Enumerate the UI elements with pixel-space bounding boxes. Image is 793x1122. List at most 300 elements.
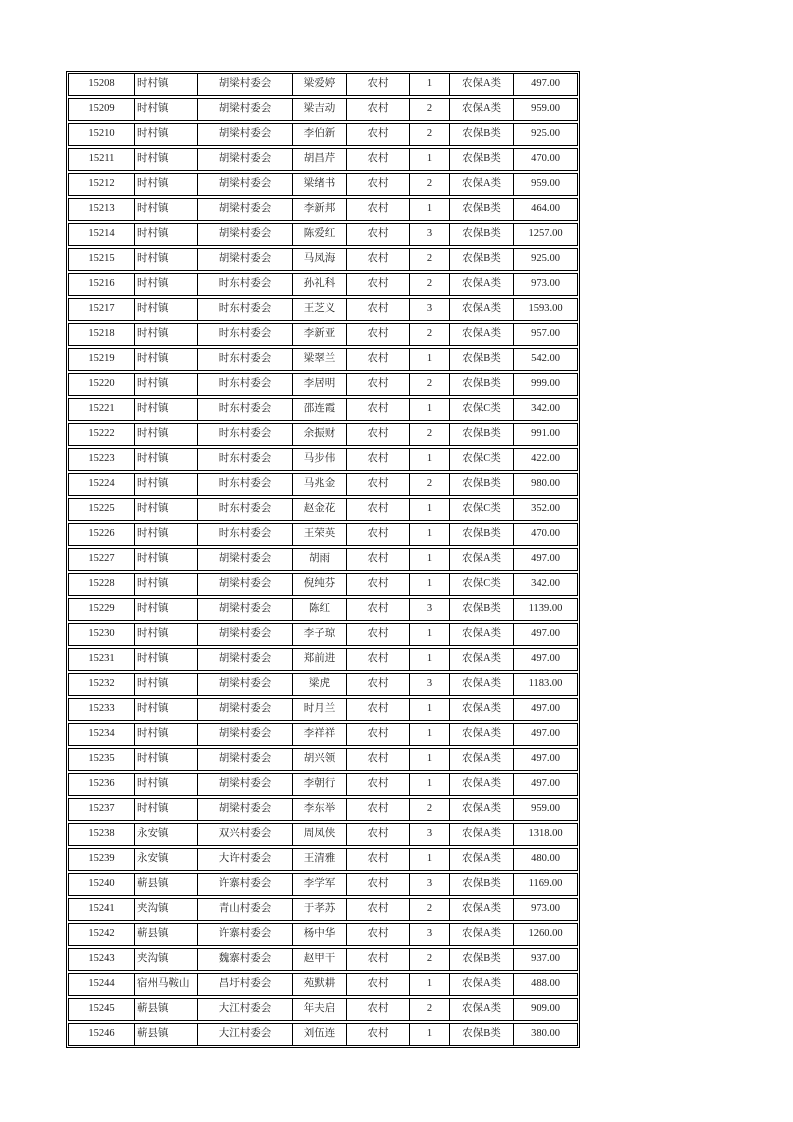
cell-insurance-category: 农保A类: [449, 749, 513, 770]
cell-person-name: 刘伍连: [292, 1024, 346, 1045]
cell-amount: 980.00: [513, 474, 577, 495]
cell-area-type: 农村: [346, 74, 409, 95]
cell-village-committee: 胡梁村委会: [197, 549, 292, 570]
cell-insurance-category: 农保A类: [449, 724, 513, 745]
cell-insurance-category: 农保A类: [449, 824, 513, 845]
cell-amount: 1257.00: [513, 224, 577, 245]
table-row: [68, 398, 578, 421]
cell-amount: 959.00: [513, 799, 577, 820]
cell-insurance-category: 农保A类: [449, 699, 513, 720]
cell-town: 时村镇: [134, 74, 197, 95]
cell-record-id: 15214: [88, 228, 115, 240]
cell-area-type: 农村: [346, 499, 409, 520]
cell-person-count: 2: [409, 324, 449, 345]
cell-insurance-category: 农保A类: [449, 799, 513, 820]
cell-village-committee: 许寨村委会: [197, 924, 292, 945]
cell-insurance-category: 农保A类: [449, 774, 513, 795]
cell-amount: 1260.00: [513, 924, 577, 945]
cell-amount: 959.00: [513, 99, 577, 120]
cell-village-committee: 大许村委会: [197, 849, 292, 870]
cell-person-count: 2: [409, 799, 449, 820]
cell-town: 时村镇: [134, 624, 197, 645]
cell-village-committee: 时东村委会: [197, 274, 292, 295]
cell-person-count: 3: [409, 674, 449, 695]
cell-area-type: 农村: [346, 174, 409, 195]
table-row: [68, 98, 578, 121]
cell-village-committee: 胡梁村委会: [197, 699, 292, 720]
cell-town: 时村镇: [134, 399, 197, 420]
table-row: [68, 248, 578, 271]
cell-insurance-category: 农保A类: [449, 74, 513, 95]
cell-town: 时村镇: [134, 774, 197, 795]
cell-village-committee: 时东村委会: [197, 349, 292, 370]
cell-record-id: 15238: [88, 828, 115, 840]
cell-amount: 342.00: [513, 574, 577, 595]
cell-village-committee: 双兴村委会: [197, 824, 292, 845]
cell-area-type: 农村: [346, 674, 409, 695]
cell-village-committee: 大江村委会: [197, 999, 292, 1020]
cell-village-committee: 胡梁村委会: [197, 799, 292, 820]
table-row: [68, 323, 578, 346]
cell-village-committee: 胡梁村委会: [197, 674, 292, 695]
cell-amount: 480.00: [513, 849, 577, 870]
cell-person-name: 胡兴领: [292, 749, 346, 770]
cell-town: 蕲县镇: [134, 999, 197, 1020]
cell-town: 永安镇: [134, 824, 197, 845]
cell-area-type: 农村: [346, 349, 409, 370]
cell-record-id: 15219: [88, 353, 115, 365]
cell-insurance-category: 农保B类: [449, 349, 513, 370]
cell-insurance-category: 农保A类: [449, 274, 513, 295]
cell-person-count: 3: [409, 299, 449, 320]
cell-town: 时村镇: [134, 574, 197, 595]
cell-town: 时村镇: [134, 149, 197, 170]
cell-record-id: 15233: [88, 703, 115, 715]
cell-village-committee: 大江村委会: [197, 1024, 292, 1045]
cell-person-name: 马兆金: [292, 474, 346, 495]
cell-record-id: 15217: [88, 303, 115, 315]
cell-village-committee: 胡梁村委会: [197, 74, 292, 95]
cell-person-name: 王芝义: [292, 299, 346, 320]
cell-village-committee: 青山村委会: [197, 899, 292, 920]
cell-town: 时村镇: [134, 449, 197, 470]
cell-area-type: 农村: [346, 399, 409, 420]
table-row: [68, 173, 578, 196]
cell-village-committee: 时东村委会: [197, 474, 292, 495]
table-row: [68, 623, 578, 646]
cell-person-name: 梁爱婷: [292, 74, 346, 95]
cell-insurance-category: 农保A类: [449, 549, 513, 570]
cell-town: 时村镇: [134, 249, 197, 270]
cell-village-committee: 胡梁村委会: [197, 774, 292, 795]
cell-town: 宿州马鞍山: [134, 974, 197, 995]
cell-person-count: 1: [409, 699, 449, 720]
table-row: [68, 973, 578, 996]
cell-village-committee: 胡梁村委会: [197, 174, 292, 195]
cell-village-committee: 胡梁村委会: [197, 724, 292, 745]
cell-person-count: 2: [409, 374, 449, 395]
cell-insurance-category: 农保B类: [449, 224, 513, 245]
cell-record-id: 15240: [88, 878, 115, 890]
cell-record-id: 15237: [88, 803, 115, 815]
cell-person-count: 1: [409, 1024, 449, 1045]
cell-record-id: 15243: [88, 953, 115, 965]
cell-insurance-category: 农保A类: [449, 674, 513, 695]
cell-person-name: 梁吉动: [292, 99, 346, 120]
cell-town: 时村镇: [134, 699, 197, 720]
cell-village-committee: 昌圩村委会: [197, 974, 292, 995]
cell-record-id: 15244: [88, 978, 115, 990]
cell-village-committee: 时东村委会: [197, 424, 292, 445]
cell-record-id: 15241: [88, 903, 115, 915]
cell-area-type: 农村: [346, 749, 409, 770]
table-row: [68, 898, 578, 921]
cell-area-type: 农村: [346, 124, 409, 145]
cell-amount: 470.00: [513, 149, 577, 170]
cell-amount: 973.00: [513, 274, 577, 295]
cell-person-count: 1: [409, 624, 449, 645]
table-row: [68, 823, 578, 846]
cell-town: 时村镇: [134, 424, 197, 445]
cell-amount: 497.00: [513, 774, 577, 795]
cell-record-id: 15231: [88, 653, 115, 665]
cell-amount: 342.00: [513, 399, 577, 420]
cell-record-id: 15213: [88, 203, 115, 215]
cell-area-type: 农村: [346, 924, 409, 945]
table-row: [68, 773, 578, 796]
cell-village-committee: 魏寨村委会: [197, 949, 292, 970]
cell-area-type: 农村: [346, 974, 409, 995]
cell-town: 时村镇: [134, 724, 197, 745]
cell-insurance-category: 农保B类: [449, 599, 513, 620]
cell-village-committee: 胡梁村委会: [197, 149, 292, 170]
cell-person-count: 3: [409, 599, 449, 620]
cell-town: 时村镇: [134, 224, 197, 245]
cell-village-committee: 胡梁村委会: [197, 649, 292, 670]
cell-person-count: 1: [409, 574, 449, 595]
cell-person-name: 梁绪书: [292, 174, 346, 195]
table-row: [68, 748, 578, 771]
cell-amount: 1183.00: [513, 674, 577, 695]
cell-record-id: 15228: [88, 578, 115, 590]
cell-person-count: 1: [409, 749, 449, 770]
cell-insurance-category: 农保B类: [449, 474, 513, 495]
cell-person-count: 2: [409, 249, 449, 270]
cell-insurance-category: 农保B类: [449, 524, 513, 545]
cell-person-name: 郑前进: [292, 649, 346, 670]
cell-village-committee: 胡梁村委会: [197, 199, 292, 220]
cell-person-name: 于孝苏: [292, 899, 346, 920]
table-row: [68, 198, 578, 221]
cell-person-name: 梁翠兰: [292, 349, 346, 370]
cell-area-type: 农村: [346, 899, 409, 920]
cell-record-id: 15242: [88, 928, 115, 940]
cell-amount: 925.00: [513, 124, 577, 145]
cell-insurance-category: 农保B类: [449, 149, 513, 170]
cell-record-id: 15215: [88, 253, 115, 265]
cell-area-type: 农村: [346, 849, 409, 870]
cell-town: 时村镇: [134, 599, 197, 620]
cell-town: 时村镇: [134, 199, 197, 220]
table-row: [68, 73, 578, 96]
cell-record-id: 15223: [88, 453, 115, 465]
cell-person-name: 杨中华: [292, 924, 346, 945]
table-row: [68, 223, 578, 246]
cell-insurance-category: 农保B类: [449, 199, 513, 220]
cell-amount: 497.00: [513, 749, 577, 770]
cell-insurance-category: 农保A类: [449, 974, 513, 995]
cell-amount: 380.00: [513, 1024, 577, 1045]
cell-village-committee: 时东村委会: [197, 374, 292, 395]
cell-person-count: 2: [409, 899, 449, 920]
table-row: [68, 273, 578, 296]
cell-village-committee: 胡梁村委会: [197, 624, 292, 645]
table-row: [68, 498, 578, 521]
cell-person-count: 2: [409, 424, 449, 445]
cell-person-name: 孙礼科: [292, 274, 346, 295]
cell-record-id: 15246: [88, 1028, 115, 1040]
cell-amount: 957.00: [513, 324, 577, 345]
cell-record-id: 15236: [88, 778, 115, 790]
cell-person-name: 赵金花: [292, 499, 346, 520]
cell-record-id: 15239: [88, 853, 115, 865]
cell-record-id: 15245: [88, 1003, 115, 1015]
cell-area-type: 农村: [346, 774, 409, 795]
cell-town: 时村镇: [134, 474, 197, 495]
cell-village-committee: 胡梁村委会: [197, 574, 292, 595]
cell-record-id: 15230: [88, 628, 115, 640]
table-row: [68, 673, 578, 696]
cell-town: 时村镇: [134, 499, 197, 520]
cell-person-count: 1: [409, 774, 449, 795]
cell-insurance-category: 农保A类: [449, 324, 513, 345]
cell-town: 时村镇: [134, 524, 197, 545]
cell-person-count: 2: [409, 474, 449, 495]
cell-area-type: 农村: [346, 799, 409, 820]
cell-insurance-category: 农保A类: [449, 624, 513, 645]
cell-record-id: 15227: [88, 553, 115, 565]
cell-record-id: 15209: [88, 103, 115, 115]
cell-town: 时村镇: [134, 174, 197, 195]
table-row: [68, 848, 578, 871]
cell-person-name: 邵连霞: [292, 399, 346, 420]
cell-record-id: 15208: [88, 78, 115, 90]
cell-amount: 1169.00: [513, 874, 577, 895]
cell-person-name: 余振财: [292, 424, 346, 445]
cell-person-count: 2: [409, 174, 449, 195]
cell-person-name: 陈红: [292, 599, 346, 620]
table-row: [68, 473, 578, 496]
cell-town: 时村镇: [134, 274, 197, 295]
cell-record-id: 15218: [88, 328, 115, 340]
cell-person-name: 苑默耕: [292, 974, 346, 995]
cell-person-name: 李朝行: [292, 774, 346, 795]
cell-person-count: 1: [409, 849, 449, 870]
cell-insurance-category: 农保A类: [449, 899, 513, 920]
cell-insurance-category: 农保B类: [449, 374, 513, 395]
cell-insurance-category: 农保A类: [449, 924, 513, 945]
cell-record-id: 15225: [88, 503, 115, 515]
cell-person-count: 1: [409, 199, 449, 220]
cell-person-name: 周凤侠: [292, 824, 346, 845]
cell-town: 时村镇: [134, 324, 197, 345]
cell-area-type: 农村: [346, 999, 409, 1020]
cell-village-committee: 胡梁村委会: [197, 749, 292, 770]
cell-village-committee: 胡梁村委会: [197, 224, 292, 245]
cell-town: 永安镇: [134, 849, 197, 870]
table-row: [68, 598, 578, 621]
cell-town: 时村镇: [134, 649, 197, 670]
cell-record-id: 15212: [88, 178, 115, 190]
cell-town: 时村镇: [134, 674, 197, 695]
cell-area-type: 农村: [346, 274, 409, 295]
table-row: [68, 998, 578, 1021]
table-row: [68, 698, 578, 721]
table-row: [68, 423, 578, 446]
cell-record-id: 15229: [88, 603, 115, 615]
cell-village-committee: 时东村委会: [197, 524, 292, 545]
table-row: [68, 373, 578, 396]
cell-insurance-category: 农保B类: [449, 874, 513, 895]
cell-person-name: 梁虎: [292, 674, 346, 695]
cell-person-count: 1: [409, 974, 449, 995]
cell-area-type: 农村: [346, 624, 409, 645]
cell-person-count: 1: [409, 524, 449, 545]
cell-person-count: 1: [409, 499, 449, 520]
cell-amount: 937.00: [513, 949, 577, 970]
cell-insurance-category: 农保A类: [449, 174, 513, 195]
table-row: [68, 348, 578, 371]
cell-area-type: 农村: [346, 724, 409, 745]
cell-amount: 497.00: [513, 724, 577, 745]
cell-insurance-category: 农保B类: [449, 1024, 513, 1045]
cell-record-id: 15232: [88, 678, 115, 690]
cell-amount: 1139.00: [513, 599, 577, 620]
cell-person-name: 胡雨: [292, 549, 346, 570]
cell-record-id: 15210: [88, 128, 115, 140]
cell-person-name: 时月兰: [292, 699, 346, 720]
cell-amount: 1593.00: [513, 299, 577, 320]
cell-village-committee: 时东村委会: [197, 499, 292, 520]
table-row: [68, 448, 578, 471]
cell-person-count: 2: [409, 124, 449, 145]
cell-village-committee: 时东村委会: [197, 399, 292, 420]
cell-area-type: 农村: [346, 224, 409, 245]
cell-insurance-category: 农保B类: [449, 124, 513, 145]
cell-insurance-category: 农保C类: [449, 499, 513, 520]
cell-village-committee: 胡梁村委会: [197, 599, 292, 620]
cell-area-type: 农村: [346, 299, 409, 320]
cell-record-id: 15211: [88, 153, 115, 165]
cell-person-name: 李伯新: [292, 124, 346, 145]
cell-person-name: 王清雅: [292, 849, 346, 870]
cell-person-count: 3: [409, 874, 449, 895]
cell-insurance-category: 农保C类: [449, 574, 513, 595]
cell-person-name: 赵甲干: [292, 949, 346, 970]
cell-town: 时村镇: [134, 99, 197, 120]
cell-record-id: 15235: [88, 753, 115, 765]
cell-person-count: 1: [409, 74, 449, 95]
cell-person-count: 2: [409, 949, 449, 970]
table-row: [68, 523, 578, 546]
cell-town: 蕲县镇: [134, 874, 197, 895]
cell-record-id: 15220: [88, 378, 115, 390]
cell-record-id: 15221: [88, 403, 115, 415]
cell-amount: 542.00: [513, 349, 577, 370]
cell-amount: 991.00: [513, 424, 577, 445]
cell-amount: 470.00: [513, 524, 577, 545]
cell-insurance-category: 农保A类: [449, 999, 513, 1020]
cell-town: 时村镇: [134, 124, 197, 145]
cell-insurance-category: 农保B类: [449, 949, 513, 970]
cell-area-type: 农村: [346, 474, 409, 495]
cell-amount: 959.00: [513, 174, 577, 195]
cell-amount: 488.00: [513, 974, 577, 995]
cell-area-type: 农村: [346, 524, 409, 545]
cell-person-name: 陈爱红: [292, 224, 346, 245]
cell-insurance-category: 农保B类: [449, 424, 513, 445]
cell-person-name: 年夫启: [292, 999, 346, 1020]
cell-town: 时村镇: [134, 749, 197, 770]
cell-area-type: 农村: [346, 324, 409, 345]
cell-insurance-category: 农保C类: [449, 449, 513, 470]
cell-amount: 925.00: [513, 249, 577, 270]
cell-person-count: 1: [409, 724, 449, 745]
table-row: [68, 798, 578, 821]
cell-person-name: 李新亚: [292, 324, 346, 345]
cell-person-name: 李居明: [292, 374, 346, 395]
cell-town: 时村镇: [134, 349, 197, 370]
cell-amount: 352.00: [513, 499, 577, 520]
cell-person-name: 李子琼: [292, 624, 346, 645]
cell-area-type: 农村: [346, 249, 409, 270]
cell-area-type: 农村: [346, 874, 409, 895]
cell-person-name: 马步伟: [292, 449, 346, 470]
cell-amount: 909.00: [513, 999, 577, 1020]
cell-person-name: 李学军: [292, 874, 346, 895]
cell-amount: 497.00: [513, 74, 577, 95]
cell-area-type: 农村: [346, 549, 409, 570]
cell-person-count: 3: [409, 224, 449, 245]
cell-person-count: 2: [409, 999, 449, 1020]
cell-person-count: 1: [409, 649, 449, 670]
cell-amount: 497.00: [513, 549, 577, 570]
cell-area-type: 农村: [346, 449, 409, 470]
cell-record-id: 15224: [88, 478, 115, 490]
cell-amount: 999.00: [513, 374, 577, 395]
cell-amount: 497.00: [513, 699, 577, 720]
table-row: [68, 148, 578, 171]
cell-area-type: 农村: [346, 699, 409, 720]
cell-insurance-category: 农保B类: [449, 249, 513, 270]
cell-person-name: 李祥祥: [292, 724, 346, 745]
cell-amount: 497.00: [513, 649, 577, 670]
cell-person-count: 3: [409, 924, 449, 945]
table-row: [68, 548, 578, 571]
cell-town: 时村镇: [134, 799, 197, 820]
records-table: [66, 71, 580, 1048]
cell-village-committee: 时东村委会: [197, 449, 292, 470]
cell-area-type: 农村: [346, 599, 409, 620]
cell-person-name: 王荣英: [292, 524, 346, 545]
table-row: [68, 648, 578, 671]
cell-town: 蕲县镇: [134, 1024, 197, 1045]
cell-person-count: 1: [409, 399, 449, 420]
cell-area-type: 农村: [346, 949, 409, 970]
cell-village-committee: 时东村委会: [197, 324, 292, 345]
cell-area-type: 农村: [346, 424, 409, 445]
cell-insurance-category: 农保A类: [449, 99, 513, 120]
